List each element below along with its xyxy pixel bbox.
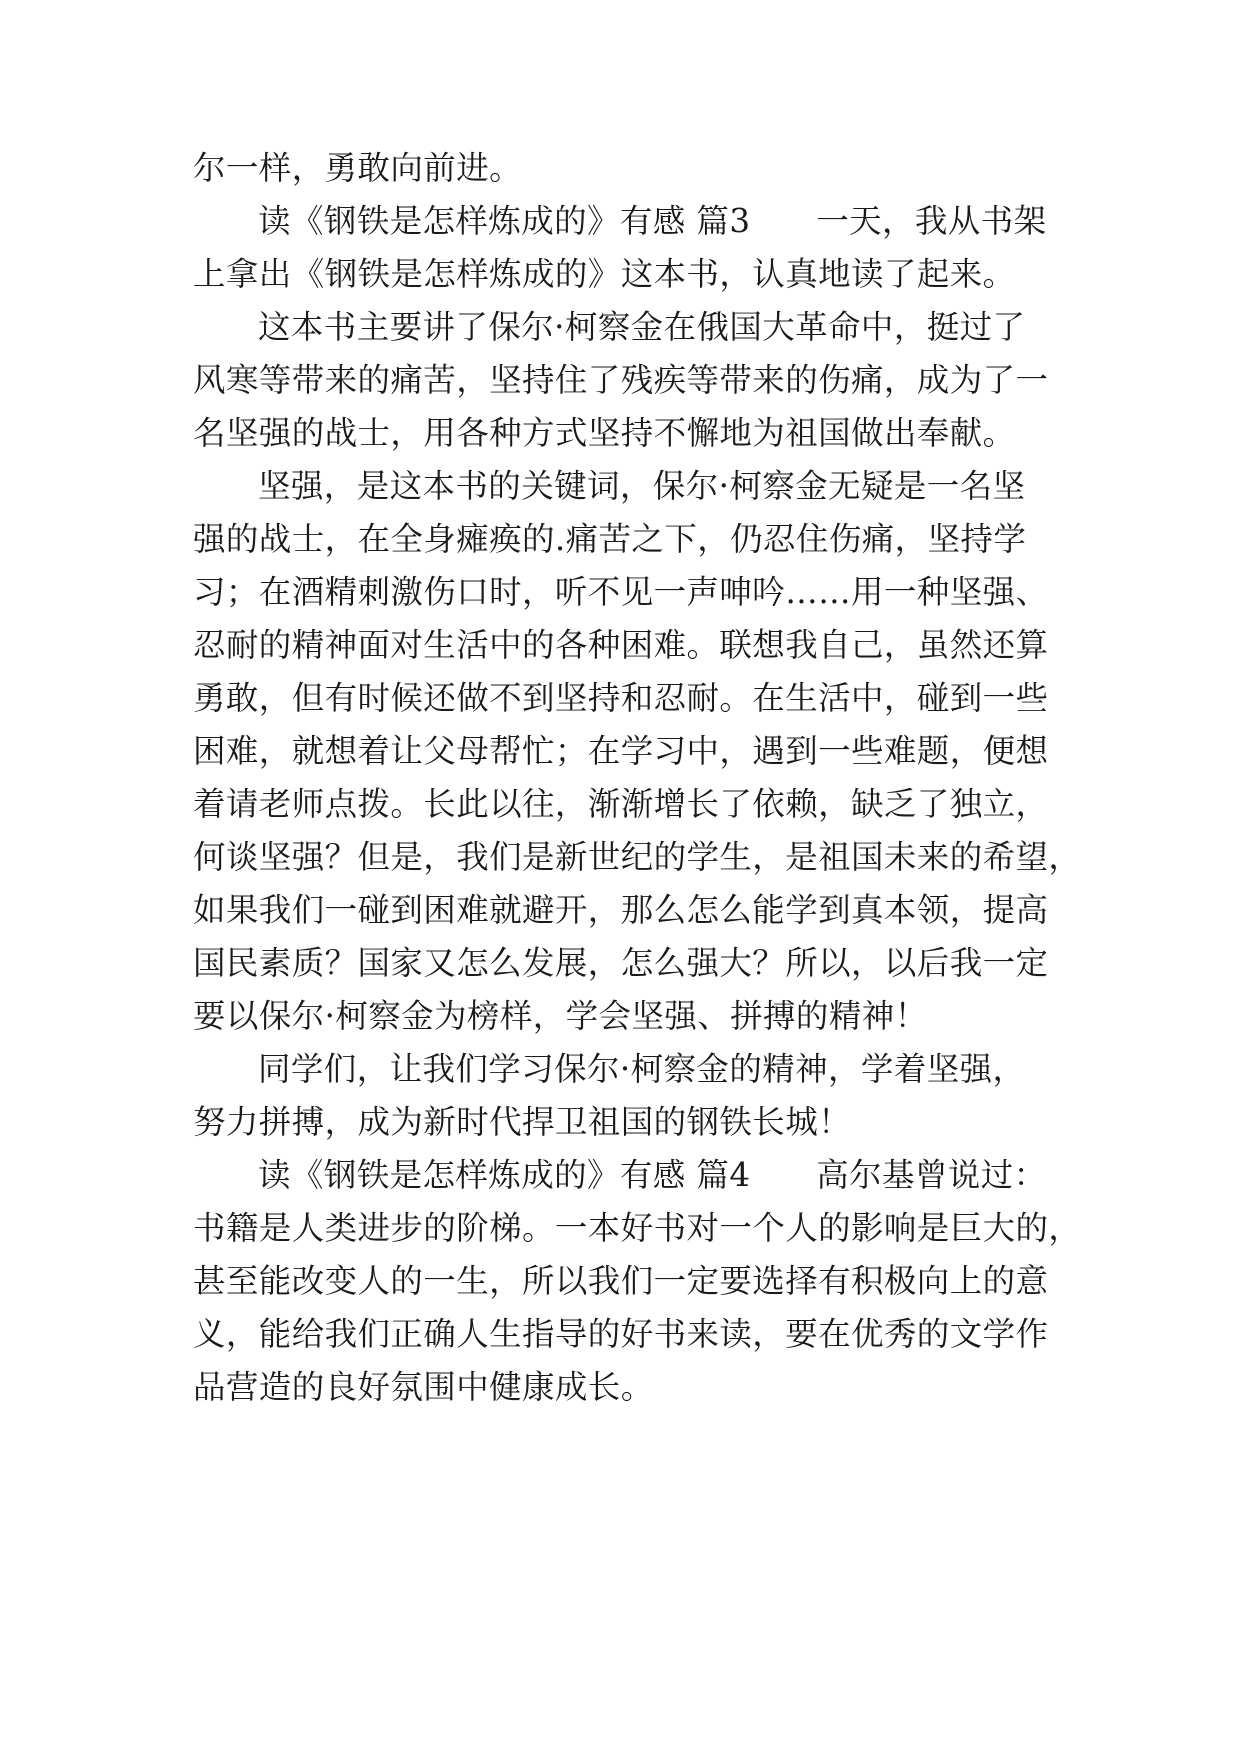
text-line: 着请老师点拨。长此以往，渐渐增长了依赖，缺乏了独立，: [193, 785, 1049, 823]
text-line: 强的战士，在全身瘫痪的.痛苦之下，仍忍住伤痛，坚持学: [193, 520, 1027, 558]
text-line: 努力拼搏，成为新时代捍卫祖国的钢铁长城！: [193, 1103, 852, 1141]
section-heading-3: 读《钢铁是怎样炼成的》有感 篇3 一天，我从书架: [258, 202, 1047, 240]
text-line: 国民素质？国家又怎么发展，怎么强大？所以，以后我一定: [193, 944, 1049, 982]
text-line: 品营造的良好氛围中健康成长。: [193, 1368, 654, 1406]
text-line: 困难，就想着让父母帮忙；在学习中，遇到一些难题，便想: [193, 732, 1049, 770]
text-line: 何谈坚强？但是，我们是新世纪的学生，是祖国未来的希望，: [193, 838, 1082, 876]
text-line: 忍耐的精神面对生活中的各种困难。联想我自己，虽然还算: [193, 626, 1049, 664]
text-line: 上拿出《钢铁是怎样炼成的》这本书，认真地读了起来。: [193, 255, 1016, 293]
text-line: 如果我们一碰到困难就避开，那么怎么能学到真本领，提高: [193, 891, 1049, 929]
text-line: 习；在酒精刺激伤口时，听不见一声呻吟……用一种坚强、: [193, 573, 1049, 611]
text-line: 名坚强的战士，用各种方式坚持不懈地为祖国做出奉献。: [193, 414, 1016, 452]
text-line: 勇敢，但有时候还做不到坚持和忍耐。在生活中，碰到一些: [193, 679, 1049, 717]
text-line: 义，能给我们正确人生指导的好书来读，要在优秀的文学作: [193, 1315, 1049, 1353]
text-line: 坚强，是这本书的关键词，保尔·柯察金无疑是一名坚: [258, 467, 1026, 505]
section-heading-4: 读《钢铁是怎样炼成的》有感 篇4 高尔基曾说过：: [258, 1156, 1047, 1194]
text-line: 这本书主要讲了保尔·柯察金在俄国大革命中，挺过了: [258, 308, 1026, 346]
text-line: 风寒等带来的痛苦，坚持住了残疾等带来的伤痛，成为了一: [193, 361, 1049, 399]
text-line: 甚至能改变人的一生，所以我们一定要选择有积极向上的意: [193, 1262, 1049, 1300]
text-line: 书籍是人类进步的阶梯。一本好书对一个人的影响是巨大的，: [193, 1209, 1082, 1247]
text-line: 要以保尔·柯察金为榜样，学会坚强、拼搏的精神！: [193, 997, 928, 1035]
text-line: 尔一样，勇敢向前进。: [193, 149, 523, 187]
text-line: 同学们，让我们学习保尔·柯察金的精神，学着坚强，: [258, 1050, 1026, 1088]
